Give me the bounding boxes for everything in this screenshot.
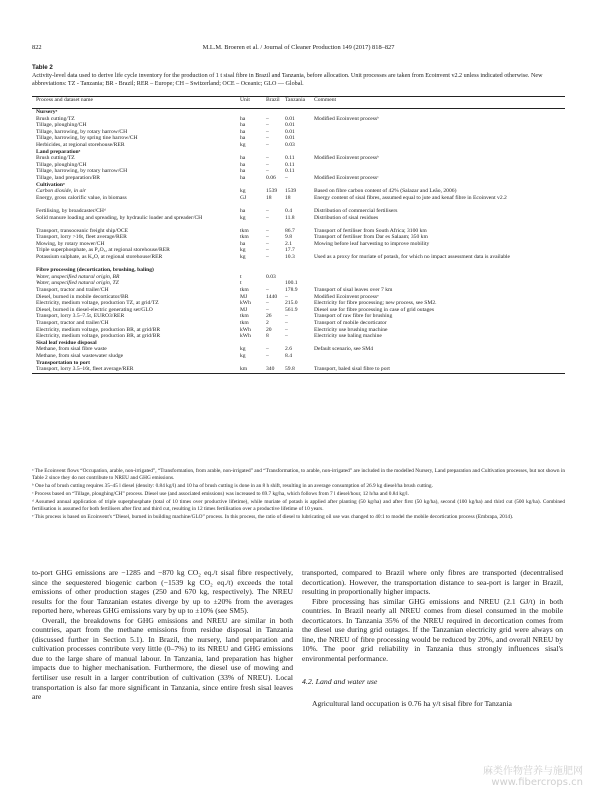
cell-tanzania: 8.4 (285, 352, 292, 359)
cell-brazil: – (266, 122, 269, 129)
cell-unit: ha (240, 161, 246, 168)
col-header-brazil: Brazil (266, 97, 280, 103)
cell-process: Energy, gross calorific value, in biomass (36, 194, 127, 201)
cell-process: Tillage, harrowing, by spring tine harrow/CH (36, 135, 138, 142)
cell-comment: Distribution of commercial fertilisers (314, 207, 398, 214)
cell-process: Fibre processing (decortication, brushing, baling) (36, 267, 154, 274)
cell-brazil: – (266, 300, 269, 307)
table-section-row (32, 109, 565, 116)
cell-process: Triple superphosphate, as P₂O₅, at regional storehouse/RER (36, 247, 170, 254)
paragraph: transported, compared to Brazil where only fibres are transported (decentralised decortication). However, the transportation distance to sea-port is larger in Brazil, resulting in proportionally higher impacts. (302, 568, 563, 597)
cell-process: Tillage, harrowing, by rotary harrow/CH (36, 128, 128, 135)
footnote: ᵈ Assumed annual application of triple superphosphate (total of 10 times over productive lifetime), while muriate of potash is applied after planting (50 kg/ha) and after first (50 kg/ha), second (100 kg/ha) and third cut (500 kg/ha). Combined fertilisation is assumed for both fertilisers after first and third cut, resulting in 12 times fertilisation over a productive lifetime of 10 years. (32, 498, 565, 512)
cell-process: Solid manure loading and spreading, by hydraulic loader and spreader/CH (36, 214, 203, 221)
cell-brazil: 2 (266, 320, 269, 326)
cell-brazil: 0.03 (266, 273, 276, 280)
cell-comment: Transport of fertiliser from South Africa; 3100 km (314, 227, 427, 234)
footnote: ᵃ The Ecoinvent flows “Occupation, arable, non-irrigated”, “Transformation, from arable, non-irrigated” and “Transformation, to arable, non-irrigated” are included in the modelled Nursery, Land preparation and Cultivation processes, but not shown in Table 2 since they do not contribute to NREU and GHG emissions. (32, 468, 565, 482)
cell-tanzania: 100.1 (285, 280, 298, 287)
cell-tanzania: 9.8 (285, 234, 292, 241)
cell-tanzania: 59.8 (285, 366, 295, 373)
table-row (32, 320, 565, 327)
cell-process: Transport, transoceanic freight ship/OCE (36, 227, 129, 234)
table-row (32, 122, 565, 129)
cell-comment: Transport of mobile decorticator (314, 320, 387, 326)
cell-brazil: 1539 (266, 188, 278, 195)
inventory-table (32, 96, 565, 374)
cell-process: Water, unspecified natural origin, BR (36, 273, 120, 280)
cell-comment: Based on fibre carbon content of 42% (Salazar and Leão, 2006) (314, 188, 457, 195)
table-row (32, 195, 565, 208)
cell-unit: tkm (240, 313, 249, 320)
cell-brazil: 20 (266, 326, 272, 333)
watermark-url: www.fibercrops.cn (491, 777, 583, 788)
cell-process: Transport, tractor and trailer/CH (36, 320, 109, 326)
cell-comment: Transport, baled sisal fibre to port (314, 366, 390, 373)
cell-unit: ha (240, 207, 246, 214)
cell-brazil: – (266, 234, 269, 241)
table-row (32, 208, 565, 215)
cell-comment: Transport of fertiliser from Dar es Salaam; 350 km (314, 234, 428, 241)
cell-comment: Distribution of sisal residues (314, 214, 379, 221)
cell-tanzania: 10.3 (285, 254, 295, 261)
cell-comment: Used as a proxy for muriate of potash, for which no impact assessment data is available (314, 254, 511, 261)
table-row (32, 162, 565, 169)
cell-comment: Electricity for fibre processing; new process, see SM2. (314, 300, 437, 307)
table-row (32, 175, 565, 182)
cell-brazil: 8 (266, 333, 269, 340)
cell-brazil: – (266, 115, 269, 122)
cell-unit: ha (240, 128, 246, 135)
cell-unit: MJ (240, 293, 248, 300)
footnote: ᵉ This process is based on Ecoinvent's “Diesel, burned in building machine/GLO” process. In this process, the ratio of diesel to lubricating oil use was changed to 40:1 to model the mobile decortication process (Embrapa, 2014). (32, 513, 514, 520)
cell-tanzania: 0.03 (285, 141, 295, 148)
cell-process: Diesel, burned in diesel-electric generating set/GLO (36, 306, 153, 313)
cell-tanzania: – (285, 333, 288, 340)
cell-brazil: – (266, 155, 269, 162)
cell-tanzania: – (285, 313, 288, 320)
cell-brazil: – (266, 128, 269, 135)
cell-unit: ha (240, 135, 246, 142)
cell-brazil: 340 (266, 366, 275, 373)
cell-process: Diesel, burned in mobile decorticator/BR (36, 293, 129, 300)
cell-unit: tkm (240, 320, 249, 326)
cell-process: Tillage, land preparation/BR (36, 174, 100, 181)
cell-tanzania: 86.7 (285, 227, 295, 234)
cell-process: Transport, lorry 3.5–16t, fleet average/RER (36, 366, 134, 373)
cell-tanzania: 0.01 (285, 115, 295, 122)
watermark-text: 麻类作物营养与施肥网 (483, 766, 583, 777)
table-caption-text: Activity-level data used to derive life cycle inventory for the production of 1 t sisal fibre in Brazil and Tanzania, before allocation. Unit processes are taken from Ecoinvent v2.2 unless indicated otherwise. New abbreviations: TZ - Tanzania; BR - Brazil; RER – Europe; CH – Switzerland; OCE – Oceanic; GLO — Global. (32, 73, 543, 87)
cell-process: Methane, from sisal wastewater sludge (36, 352, 124, 359)
col-header-unit: Unit (240, 97, 250, 103)
cell-comment: Modified Ecoinvent processᵇ (314, 155, 379, 162)
cell-process: Herbicides, at regional storehouse/RER (36, 141, 125, 148)
cell-tanzania: – (285, 320, 288, 326)
cell-unit: t (240, 280, 242, 287)
cell-tanzania: – (285, 326, 288, 333)
cell-unit: t (240, 273, 242, 280)
cell-brazil: 0.06 (266, 174, 276, 181)
cell-unit: kg (240, 254, 246, 261)
cell-unit: MJ (240, 306, 248, 313)
cell-tanzania: 17.7 (285, 247, 295, 254)
cell-unit: kg (240, 352, 246, 359)
table-label: Table 2 (32, 64, 53, 71)
cell-brazil: – (266, 306, 269, 313)
cell-process: Mowing, by rotary mower/CH (36, 240, 105, 247)
paragraph: Overall, the breakdowns for GHG emissions and NREU are similar in both countries, apart from the methane emissions from residue disposal in Tanzania (discussed further in Section 5.1). In Brazil, the nursery, land preparation and cultivation processes contribute very little (0–7%) to its NREU and GHG emissions due to the large share of manual labour. In Tanzania, land preparation has higher impacts due to higher mechanisation. Furthermore, the diesel use of mowing and fertiliser use result in a larger contribution of cultivation (33% of NREU). Local transportation is also far more significant in Tanzania, since entire fresh sisal leaves are (32, 615, 293, 702)
cell-process: Tillage, harrowing, by rotary harrow/CH (36, 168, 128, 175)
table-row (32, 234, 565, 241)
table-row (32, 168, 565, 175)
cell-process: Sisal leaf residue disposal (36, 339, 97, 346)
cell-brazil: – (266, 161, 269, 168)
cell-process: Transportation to port (36, 359, 90, 366)
cell-unit: ha (240, 174, 246, 181)
cell-brazil: – (266, 240, 269, 247)
section-heading: 4.2. Land and water use (302, 677, 378, 687)
table-row (32, 188, 565, 195)
cell-process: Carbon dioxide, in air (36, 188, 87, 195)
table-section-row (32, 340, 565, 347)
table-section-row (32, 182, 565, 189)
journal-citation: M.L.M. Broeren et al. / Journal of Cleaner Production 149 (2017) 818–827 (202, 44, 395, 51)
cell-process: Transport, tractor and trailer/CH (36, 287, 109, 294)
col-header-comment: Comment (314, 97, 337, 103)
cell-process: Potassium sulphate, as K₂O, at regional storehouse/RER (36, 254, 163, 261)
table-row (32, 215, 565, 228)
cell-unit: ha (240, 240, 246, 247)
cell-comment: Mowing before leaf harvesting to improve mobility (314, 240, 430, 247)
cell-tanzania: 18 (285, 194, 291, 201)
cell-comment: Modified Ecoinvent processᶜ (314, 174, 379, 181)
table-row (32, 353, 565, 360)
table-section-row (32, 267, 565, 274)
table-row (32, 294, 565, 301)
cell-brazil: – (266, 352, 269, 359)
cell-brazil: – (266, 214, 269, 221)
cell-unit: kg (240, 188, 246, 195)
cell-unit: kWh (240, 300, 251, 307)
table-row (32, 287, 565, 294)
cell-process: Cultivationᵃ (36, 181, 65, 188)
footnote: ᵇ One ha of brush cutting requires 35–45 l diesel (density: 0.84 kg/l) and 10 ha of brush cutting is done in an 8 h shift, resulting in an average consumption of 26.9 kg diesel/ha brush cutting. (32, 483, 433, 489)
cell-process: Land preparationᵃ (36, 148, 81, 155)
body-column-left (32, 568, 293, 702)
cell-brazil: – (266, 287, 269, 294)
table-row (32, 129, 565, 136)
table-row (32, 280, 565, 287)
cell-unit: kg (240, 346, 246, 353)
cell-unit: kg (240, 214, 246, 221)
table-row (32, 333, 565, 340)
cell-unit: kWh (240, 333, 251, 340)
table-row (32, 254, 565, 267)
cell-brazil: 18 (266, 194, 272, 201)
cell-unit: ha (240, 155, 246, 162)
cell-tanzania: – (285, 174, 288, 181)
cell-brazil: – (266, 135, 269, 142)
cell-process: Nurseryᵃ (36, 109, 58, 115)
cell-tanzania: 0.4 (285, 207, 292, 214)
cell-brazil: 1440 (266, 293, 278, 300)
table-row (32, 116, 565, 123)
cell-tanzania: 0.11 (285, 161, 295, 168)
body-column-right (302, 568, 563, 709)
cell-process: Tillage, ploughing/CH (36, 161, 87, 168)
cell-brazil: – (266, 254, 269, 261)
table-row (32, 366, 565, 373)
table-row (32, 241, 565, 248)
table-section-row (32, 149, 565, 156)
table-row (32, 142, 565, 149)
footnote: ᶜ Process based on “Tillage, ploughing/CH” process. Diesel use (and associated emissions) was increased to 69.7 kg/ha, which follows from 7 l diesel/hour, 12 h/ha and 0.84 kg/l. (32, 490, 409, 497)
cell-tanzania: – (285, 293, 288, 300)
cell-process: Electricity, medium voltage, production BR, at grid/BR (36, 333, 161, 340)
cell-process: Transport, lorry >16t, fleet average/RER (36, 234, 127, 241)
cell-brazil: 26 (266, 313, 272, 320)
cell-tanzania: 0.01 (285, 122, 295, 129)
cell-comment: Electricity use baling machine (314, 333, 382, 340)
table-row (32, 155, 565, 162)
table-body (32, 109, 565, 373)
cell-comment: Transport of sisal leaves over 7 km (314, 287, 393, 294)
paragraph: to-port GHG emissions are −1285 and −870 kg CO₂ eq./t sisal fibre respectively, since the sequestered biogenic carbon (−1539 kg CO₂ eq./t) exceeds the total emissions of other production stages (250 and 670 kg, respectively). The NREU results for the four Tanzanian estates diverge by up to ±20% from the averages reported here, whereas GHG emissions vary by up to ±10% (see SM5). (32, 568, 293, 616)
running-header (32, 44, 565, 56)
table-row (32, 346, 565, 353)
paragraph: Fibre processing has similar GHG emissions and NREU (2.1 GJ/t) in both countries. In Brazil nearly all NREU comes from diesel consumed in the mobile decorticators. In Tanzania 35% of the NREU required in decortication comes from the diesel use during grid outages. If the Tanzanian electricity grid were always on line, the NREU of fibre processing would be reduced by 20%, and overall NREU by 10%. The poor grid reliability in Tanzania thus strongly influences sisal's environmental performance. (302, 596, 563, 663)
cell-comment: Modified Ecoinvent processᵇ (314, 115, 379, 122)
cell-unit: tkm (240, 287, 249, 294)
cell-process: Brush cutting/TZ (36, 115, 75, 122)
cell-process: Methane, from sisal fibre waste (36, 346, 107, 353)
paragraph: Agricultural land occupation is 0.76 ha y/t sisal fibre for Tanzania (312, 699, 512, 709)
cell-unit: tkm (240, 227, 249, 234)
table-footnotes (32, 468, 565, 521)
cell-process: Brush cutting/TZ (36, 155, 75, 162)
cell-unit: ha (240, 122, 246, 129)
cell-process: Transport, lorry 3.5–7.5t, EURO3/RER (36, 313, 125, 320)
cell-comment: Diesel use for fibre processing in case of grid outages (314, 306, 435, 313)
page-number: 822 (32, 44, 42, 51)
cell-unit: ha (240, 168, 246, 175)
cell-brazil: – (266, 141, 269, 148)
cell-unit: kg (240, 247, 246, 254)
cell-unit: GJ (240, 194, 247, 201)
cell-comment: Default scenario, see SM4 (314, 346, 374, 353)
cell-tanzania: 11.8 (285, 214, 295, 221)
cell-unit: km (240, 366, 248, 373)
cell-process: Fertilising, by broadcaster/CHᵈ (36, 207, 106, 214)
cell-process: Electricity, medium voltage, production BR, at grid/BR (36, 326, 161, 333)
cell-tanzania: 178.9 (285, 287, 298, 294)
col-header-tanzania: Tanzania (285, 97, 306, 103)
cell-process: Tillage, ploughing/CH (36, 122, 87, 129)
table-row (32, 307, 565, 314)
cell-unit: kWh (240, 326, 251, 333)
cell-comment: Modified Ecoinvent processᵉ (314, 293, 379, 300)
cell-comment: Transport of raw fibre for brushing (314, 313, 393, 320)
cell-brazil: – (266, 346, 269, 353)
table-header-row (32, 97, 565, 108)
cell-brazil: – (266, 168, 269, 175)
cell-tanzania: 0.01 (285, 128, 295, 135)
cell-tanzania: 0.11 (285, 168, 295, 175)
cell-comment: Electricity use brushing machine (314, 326, 388, 333)
cell-tanzania: 2.1 (285, 240, 292, 247)
cell-tanzania: 561.9 (285, 306, 298, 313)
cell-brazil: – (266, 207, 269, 214)
table-row (32, 313, 565, 320)
table-row (32, 300, 565, 307)
cell-tanzania: 0.11 (285, 155, 295, 162)
cell-process: Electricity, medium voltage, production TZ, at grid/TZ (36, 300, 159, 307)
table-row (32, 327, 565, 334)
watermark (483, 766, 583, 788)
cell-tanzania: 2.6 (285, 346, 292, 353)
cell-process: Water, unspecified natural origin, TZ (36, 280, 119, 287)
cell-brazil: – (266, 247, 269, 254)
table-row (32, 135, 565, 142)
cell-comment: Energy content of sisal fibres, assumed equal to jute and kenaf fibre in Ecoinvent v2.2 (314, 194, 507, 201)
cell-brazil: – (266, 227, 269, 234)
cell-unit: tkm (240, 234, 249, 241)
col-header-process: Process and dataset name (36, 97, 94, 103)
cell-unit: kg (240, 141, 246, 148)
cell-tanzania: 1539 (285, 188, 297, 195)
cell-unit: ha (240, 115, 246, 122)
table-caption (32, 64, 565, 88)
cell-tanzania: 215.0 (285, 300, 298, 307)
table-bottom-rule (32, 373, 565, 374)
cell-tanzania: 0.01 (285, 135, 295, 142)
